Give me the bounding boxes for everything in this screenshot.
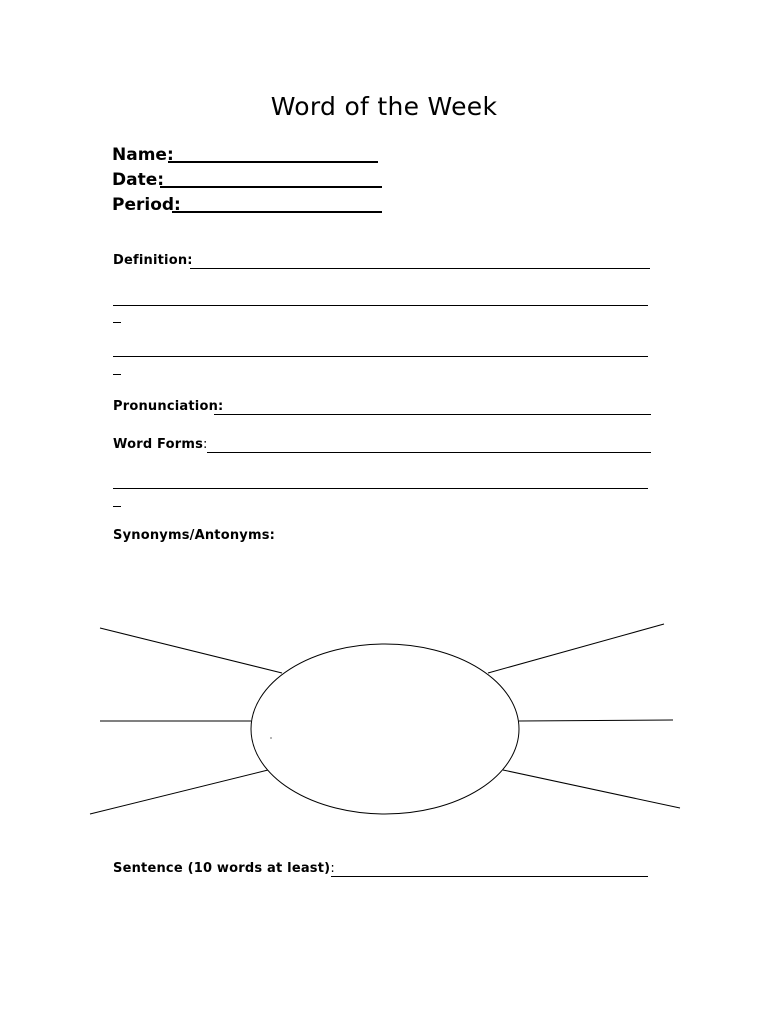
word-forms-colon: : — [203, 437, 208, 452]
word-forms-dash — [113, 506, 121, 507]
spoke-bottom-right — [503, 770, 680, 808]
sentence-line[interactable] — [331, 876, 648, 877]
word-forms-line-2[interactable] — [113, 488, 648, 489]
spoke-bottom-left — [90, 770, 268, 814]
sentence-label — [113, 861, 335, 876]
word-forms-label — [113, 437, 208, 452]
period-label: Period: — [112, 195, 181, 215]
name-label: Name: — [112, 145, 174, 165]
spoke-middle-right — [519, 720, 673, 721]
definition-dash-1 — [113, 322, 121, 323]
definition-dash-2 — [113, 374, 121, 375]
pronunciation-line[interactable] — [214, 414, 651, 415]
definition-line-1[interactable] — [190, 268, 650, 269]
page-title: Word of the Week — [270, 92, 498, 121]
pronunciation-label: Pronunciation: — [113, 399, 224, 414]
word-web-center-oval[interactable] — [251, 644, 519, 814]
word-web-diagram — [0, 600, 768, 840]
sentence-colon: : — [330, 861, 335, 876]
sentence-text: Sentence (10 words at least) — [113, 861, 331, 876]
synonyms-antonyms-label: Synonyms/Antonyms: — [113, 528, 276, 543]
spoke-top-right — [488, 624, 664, 673]
name-field[interactable] — [168, 161, 378, 163]
word-forms-text: Word Forms — [113, 437, 204, 452]
oval-dot — [270, 737, 271, 738]
definition-line-2[interactable] — [113, 305, 648, 306]
date-field[interactable] — [160, 186, 382, 188]
word-forms-line-1[interactable] — [207, 452, 651, 453]
definition-label: Definition: — [113, 253, 193, 268]
period-field[interactable] — [172, 211, 382, 213]
definition-line-3[interactable] — [113, 356, 648, 357]
date-label: Date: — [112, 170, 165, 190]
spoke-top-left — [100, 628, 282, 673]
